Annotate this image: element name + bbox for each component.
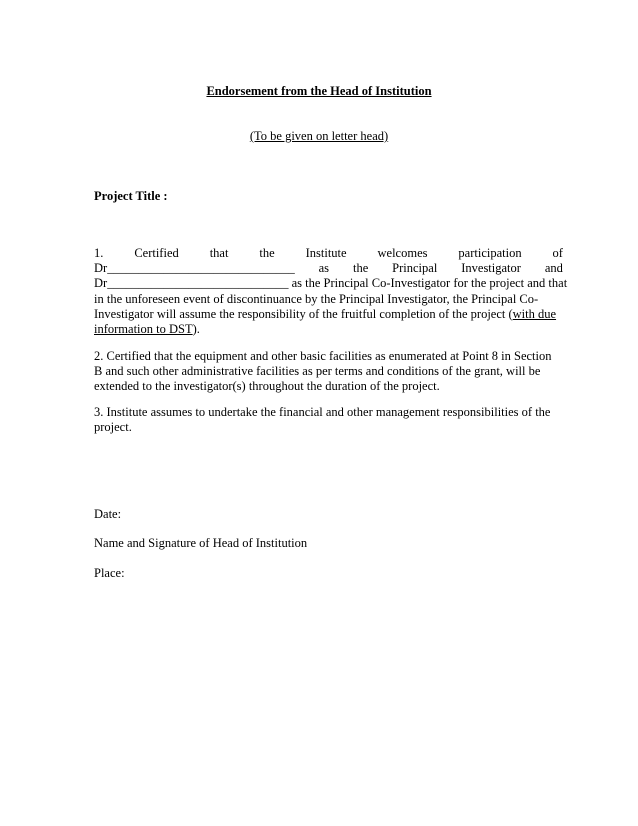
word: as bbox=[318, 261, 330, 276]
principal-investigator-blank: Dr______________________________ bbox=[94, 261, 295, 276]
text-span: Investigator will assume the responsibility of the fruitful completion of the project ( bbox=[94, 306, 513, 321]
paragraph-1-line-5 bbox=[94, 307, 563, 322]
word: the bbox=[259, 246, 275, 260]
paragraph-3-line-1: 3. Institute assumes to undertake the financial and other management responsibilities of the bbox=[94, 405, 551, 419]
word: that bbox=[209, 246, 229, 260]
paragraph-2-line-3: extended to the investigator(s) throughout the duration of the project. bbox=[94, 379, 440, 394]
paragraph-1-line-4: in the unforeseen event of discontinuance by the Principal Investigator, the Principal Co- bbox=[94, 291, 539, 306]
word: Institute bbox=[305, 246, 347, 260]
word: welcomes bbox=[377, 246, 428, 260]
paragraph-2-line-1: 2. Certified that the equipment and other basic facilities as enumerated at Point 8 in Section bbox=[94, 349, 552, 363]
text-span: ). bbox=[192, 322, 200, 337]
document-heading: Endorsement from the Head of Institution bbox=[206, 84, 432, 98]
paragraph-1-line-1 bbox=[94, 246, 563, 261]
paragraph-2-line-2: B and such other administrative facilities as per terms and conditions of the grant, will be bbox=[94, 364, 541, 379]
place-label: Place: bbox=[94, 566, 125, 580]
paragraph-certification-facilities bbox=[94, 349, 563, 395]
underlined-text: information to DST bbox=[94, 322, 193, 337]
signature-label: Name and Signature of Head of Institution bbox=[94, 536, 308, 550]
word: 1. bbox=[94, 246, 104, 260]
co-investigator-line: Dr_____________________________ as the Principal Co-Investigator for the project and that bbox=[94, 276, 568, 291]
document-subheading: (To be given on letter head) bbox=[249, 129, 389, 143]
word: the bbox=[352, 261, 369, 276]
paragraph-1-line-6 bbox=[94, 322, 563, 337]
paragraph-institute-responsibilities bbox=[94, 405, 563, 435]
word: of bbox=[552, 246, 563, 260]
project-title-label: Project Title : bbox=[94, 189, 168, 203]
word: Investigator bbox=[461, 261, 521, 276]
date-label: Date: bbox=[94, 507, 122, 521]
word: Principal bbox=[392, 261, 438, 276]
paragraph-certification-investigators bbox=[94, 246, 568, 337]
paragraph-1-line-2 bbox=[94, 261, 563, 276]
word: Certified bbox=[134, 246, 179, 260]
paragraph-3-line-2: project. bbox=[94, 420, 132, 435]
underlined-text: with due bbox=[512, 306, 557, 321]
word: participation bbox=[458, 246, 522, 260]
word: and bbox=[544, 261, 563, 276]
